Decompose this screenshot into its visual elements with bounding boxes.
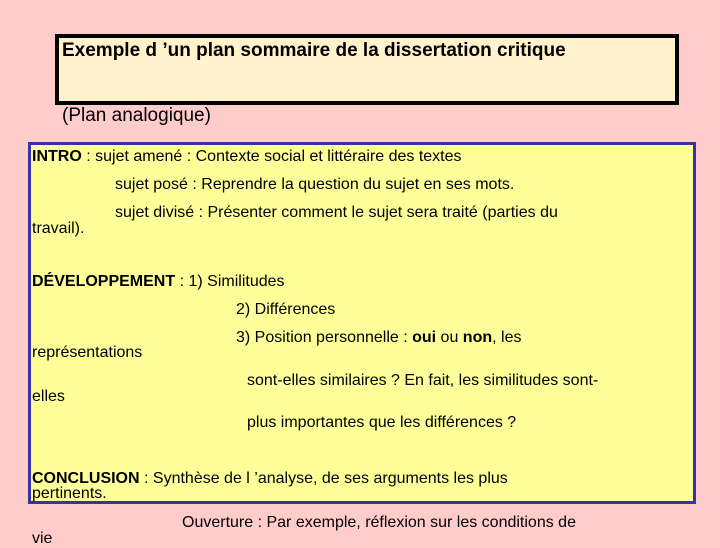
intro-line-1 (32, 148, 462, 166)
conclusion-heading: CONCLUSION (32, 470, 140, 487)
dev-item-3-line-2: sont-elles similaires ? En fait, les similitudes sont- (247, 372, 599, 389)
slide-title: Exemple d ’un plan sommaire de la dissertation critique (62, 40, 566, 61)
dev-item-3-cont: représentations (32, 344, 143, 361)
conclusion-ouverture: Ouverture : Par exemple, réflexion sur les conditions de (182, 514, 576, 531)
intro-heading: INTRO (32, 148, 82, 165)
dev-item-1: : 1) Similitudes (175, 273, 285, 290)
conclusion-ouverture-cont: vie (32, 530, 53, 547)
intro-sujet-divise: sujet divisé : Présenter comment le sujet sera traité (parties du (115, 204, 558, 221)
dev-item-3-ou: ou (436, 329, 463, 346)
intro-sujet-divise-cont: travail). (32, 220, 85, 237)
dev-item-3-line-3: plus importantes que les différences ? (247, 414, 517, 431)
dev-item-3-line-2-cont: elles (32, 388, 65, 405)
dev-item-3-prefix: 3) Position personnelle : (236, 329, 413, 346)
dev-line-1 (32, 273, 285, 291)
conclusion-synthese: : Synthèse de l ’analyse, de ses arguments les plus (139, 470, 508, 487)
dev-item-3-non: non (462, 329, 493, 346)
dev-item-3-oui: oui (412, 329, 437, 346)
intro-sujet-pose: sujet posé : Reprendre la question du sujet en ses mots. (115, 176, 515, 193)
intro-sujet-amene: : sujet amené : Contexte social et littéraire des textes (81, 148, 462, 165)
dev-item-2: 2) Différences (236, 301, 336, 318)
slide-subtitle: (Plan analogique) (62, 105, 211, 126)
dev-item-3 (236, 329, 521, 347)
content-box (28, 142, 696, 504)
dev-heading: DÉVELOPPEMENT (32, 273, 176, 290)
dev-item-3-suffix: , les (492, 329, 522, 346)
conclusion-synthese-cont: pertinents. (32, 485, 107, 502)
